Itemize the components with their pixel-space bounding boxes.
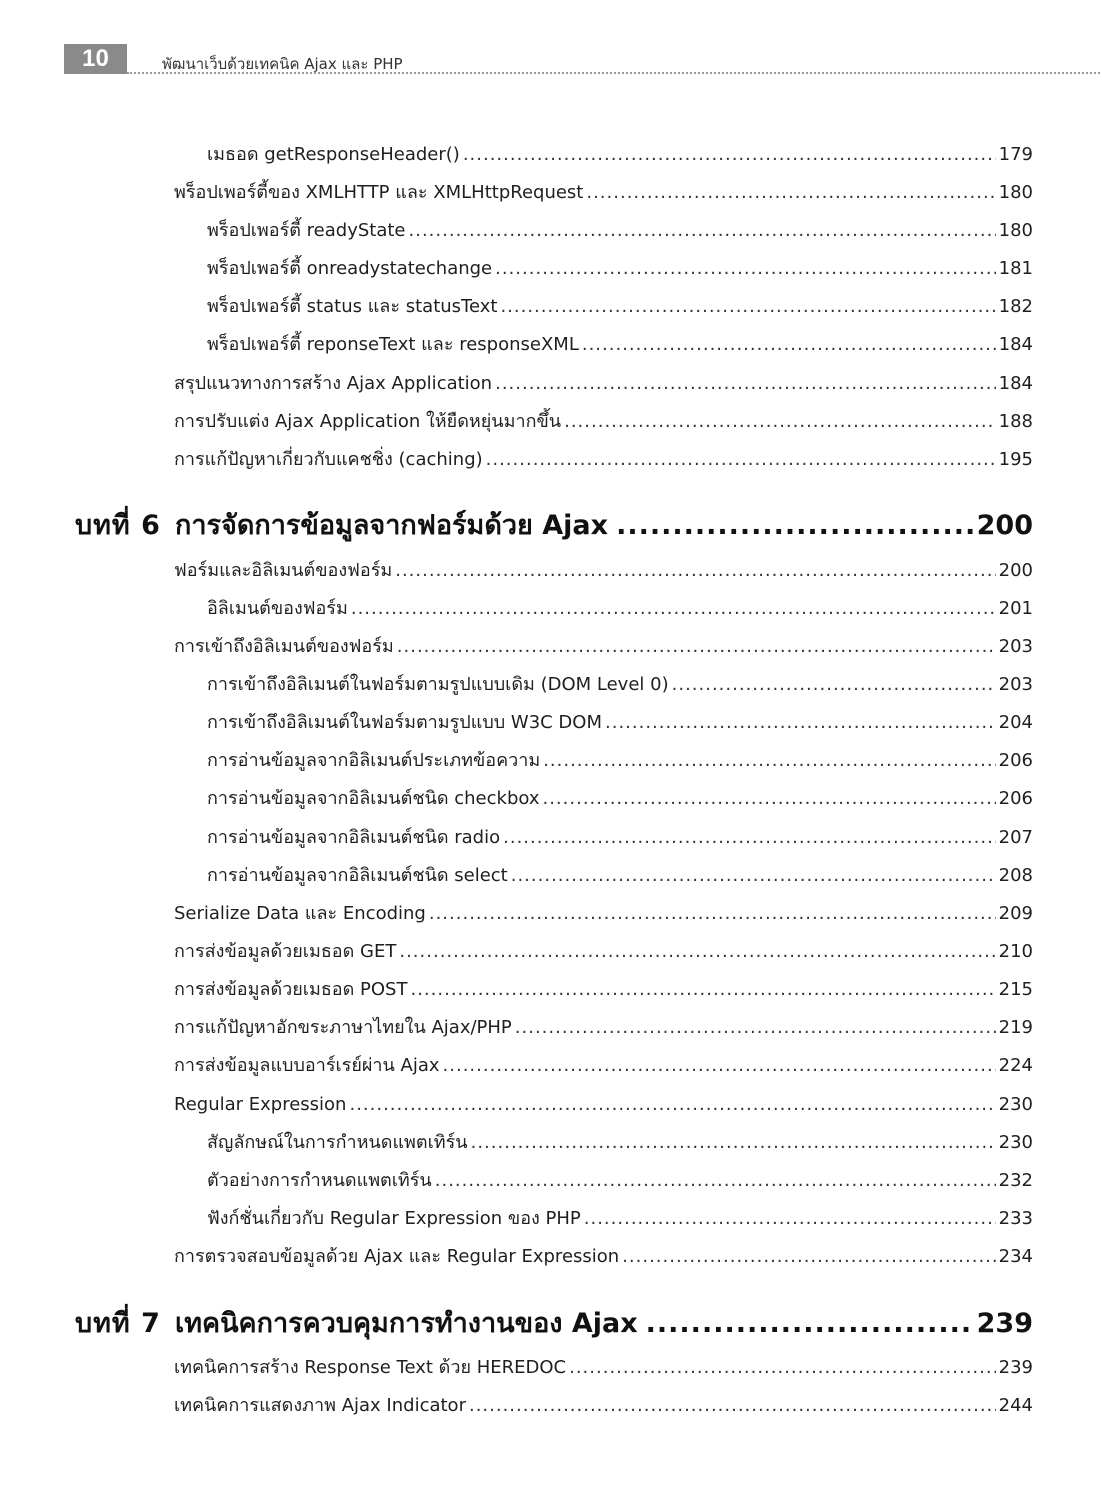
toc-entry-title: การเข้าถึงอิลิเมนต์ในฟอร์มตามรูปแบบเดิม (DOM Level 0) (207, 674, 669, 695)
dot-leader (564, 407, 996, 437)
toc-entry (207, 292, 1033, 322)
toc-entry-title: เทคนิคการแสดงภาพ Ajax Indicator (174, 1395, 466, 1416)
toc-entry-title: อิลิเมนต์ของฟอร์ม (207, 598, 348, 619)
toc-entry-title: ฟังก์ชั่นเกี่ยวกับ Regular Expression ของ PHP (207, 1208, 581, 1229)
toc-entry-title: การส่งข้อมูลแบบอาร์เรย์ผ่าน Ajax (174, 1055, 440, 1076)
toc-entry-title: การตรวจสอบข้อมูลด้วย Ajax และ Regular Expression (174, 1246, 620, 1267)
dot-leader (515, 1013, 996, 1043)
toc-entry-title: เมธอด getResponseHeader() (207, 144, 460, 165)
toc-entry (174, 1353, 1033, 1383)
toc-entry-page: 180 (998, 220, 1033, 241)
chapter-label: บทที่ 7 (75, 1308, 161, 1339)
dot-leader (511, 861, 996, 891)
toc-entry-page: 219 (998, 1017, 1033, 1038)
dot-leader (351, 594, 996, 624)
toc-entry-page: 206 (998, 750, 1033, 771)
toc-entry-page: 230 (998, 1094, 1033, 1115)
toc-entry (174, 556, 1033, 586)
toc-entry (207, 1128, 1033, 1158)
toc-entry-title: การปรับแต่ง Ajax Application ให้ยืดหยุ่นมากขึ้น (174, 411, 562, 432)
toc-entry-page: 188 (998, 411, 1033, 432)
book-title: พัฒนาเว็บด้วยเทคนิค Ajax และ PHP (162, 55, 403, 73)
dot-leader (349, 1090, 995, 1120)
toc-entry (207, 746, 1033, 776)
dot-leader (569, 1353, 996, 1383)
dot-leader (584, 1204, 996, 1234)
toc-entry (207, 1166, 1033, 1196)
toc-entry (174, 178, 1033, 208)
toc-entry (174, 369, 1033, 399)
toc-entry (174, 1051, 1033, 1081)
toc-entry (207, 708, 1033, 738)
dot-leader (409, 216, 996, 246)
dot-leader (542, 784, 995, 814)
dot-leader (397, 632, 996, 662)
toc-entry-page: 203 (998, 636, 1033, 657)
toc-entry-page: 234 (998, 1246, 1033, 1267)
chapter-page: 239 (976, 1308, 1033, 1339)
toc-entry-title: การอ่านข้อมูลจากอิลิเมนต์ประเภทข้อความ (207, 750, 541, 771)
toc-entry (207, 330, 1033, 360)
toc-entry (207, 1204, 1033, 1234)
dot-leader (429, 899, 996, 929)
toc-entry-title: ตัวอย่างการกำหนดแพตเทิร์น (207, 1170, 432, 1191)
toc-entry (174, 407, 1033, 437)
toc-entry-page: 184 (998, 373, 1033, 394)
toc-entry (174, 632, 1033, 662)
dot-leader (543, 746, 995, 776)
toc-entry (207, 254, 1033, 284)
chapter-heading (75, 505, 1033, 547)
toc-entry-page: 180 (998, 182, 1033, 203)
toc-entry-title: พร็อปเพอร์ตี้ onreadystatechange (207, 258, 493, 279)
chapter-heading (75, 1303, 1033, 1345)
toc-entry (174, 899, 1033, 929)
toc-entry-page: 207 (998, 827, 1033, 848)
dot-leader (605, 708, 996, 738)
toc-entry (207, 140, 1033, 170)
chapter-label: บทที่ 6 (75, 510, 161, 541)
dot-leader (486, 445, 996, 475)
toc-entry (207, 670, 1033, 700)
toc-entry-title: Serialize Data และ Encoding (174, 903, 426, 924)
toc-entry (207, 784, 1033, 814)
toc-entry (174, 445, 1033, 475)
dot-leader (586, 178, 995, 208)
page-number-badge: 10 (64, 44, 127, 74)
dot-leader (399, 937, 995, 967)
dot-leader (495, 254, 996, 284)
toc-entry (207, 594, 1033, 624)
dot-leader (622, 1242, 995, 1272)
toc-entry-title: สรุปแนวทางการสร้าง Ajax Application (174, 373, 493, 394)
dot-leader (443, 1051, 996, 1081)
toc-entry-page: 224 (998, 1055, 1033, 1076)
dot-leader (672, 670, 996, 700)
dot-leader (395, 556, 995, 586)
toc-entry (207, 861, 1033, 891)
toc-entry (174, 1391, 1033, 1421)
dot-leader (471, 1128, 996, 1158)
running-header (64, 44, 1102, 78)
toc-entry-page: 203 (998, 674, 1033, 695)
toc-entry-page: 215 (998, 979, 1033, 1000)
dot-leader (463, 140, 996, 170)
dot-leader (646, 1303, 973, 1345)
toc-entry-title: การอ่านข้อมูลจากอิลิเมนต์ชนิด radio (207, 827, 501, 848)
toc-entry-title: การแก้ปัญหาเกี่ยวกับแคชชิ่ง (caching) (174, 449, 483, 470)
toc-entry-page: 206 (998, 788, 1033, 809)
toc-entry-page: 195 (998, 449, 1033, 470)
header-dotted-rule (127, 72, 1102, 74)
toc-entry-title: พร็อปเพอร์ตี้ status และ statusText (207, 296, 498, 317)
toc-entry-page: 208 (998, 865, 1033, 886)
toc-entry (174, 1013, 1033, 1043)
chapter-title: การจัดการข้อมูลจากฟอร์มด้วย Ajax (175, 510, 609, 541)
toc-entry-title: การแก้ปัญหาอักขระภาษาไทยใน Ajax/PHP (174, 1017, 512, 1038)
toc-entry-title: การอ่านข้อมูลจากอิลิเมนต์ชนิด select (207, 865, 508, 886)
toc-entry-title: Regular Expression (174, 1094, 347, 1115)
chapter-page: 200 (976, 510, 1033, 541)
toc-entry (174, 1242, 1033, 1272)
chapter-title: เทคนิคการควบคุมการทำงานของ Ajax (175, 1308, 638, 1339)
toc-entry-page: 239 (998, 1357, 1033, 1378)
toc-entry-title: การเข้าถึงอิลิเมนต์ในฟอร์มตามรูปแบบ W3C DOM (207, 712, 602, 733)
dot-leader (469, 1391, 996, 1421)
toc-entry-page: 182 (998, 296, 1033, 317)
toc-entry (207, 216, 1033, 246)
toc-entry-title: เทคนิคการสร้าง Response Text ด้วย HEREDOC (174, 1357, 567, 1378)
toc-entry-title: พร็อปเพอร์ตี้ของ XMLHTTP และ XMLHttpRequest (174, 182, 584, 203)
toc-entry-page: 210 (998, 941, 1033, 962)
toc-entry-title: สัญลักษณ์ในการกำหนดแพตเทิร์น (207, 1132, 468, 1153)
toc-entry-page: 201 (998, 598, 1033, 619)
toc-entry-page: 184 (998, 334, 1033, 355)
toc-entry-page: 209 (998, 903, 1033, 924)
toc-entry (174, 975, 1033, 1005)
dot-leader (582, 330, 996, 360)
toc-entry-title: การส่งข้อมูลด้วยเมธอด POST (174, 979, 408, 1000)
toc-entry-title: พร็อปเพอร์ตี้ readyState (207, 220, 406, 241)
toc-entry-title: การส่งข้อมูลด้วยเมธอด GET (174, 941, 397, 962)
toc-entry (207, 823, 1033, 853)
dot-leader (410, 975, 995, 1005)
toc-entry-title: การเข้าถึงอิลิเมนต์ของฟอร์ม (174, 636, 394, 657)
toc-entry-page: 232 (998, 1170, 1033, 1191)
toc-entry-title: พร็อปเพอร์ตี้ reponseText และ responseXML (207, 334, 579, 355)
toc-entry-page: 204 (998, 712, 1033, 733)
dot-leader (500, 292, 995, 322)
dot-leader (616, 505, 973, 547)
toc-entry (174, 937, 1033, 967)
dot-leader (435, 1166, 996, 1196)
toc-entry-page: 200 (998, 560, 1033, 581)
toc-entry-title: ฟอร์มและอิลิเมนต์ของฟอร์ม (174, 560, 393, 581)
dot-leader (495, 369, 996, 399)
toc-entry-page: 179 (998, 144, 1033, 165)
toc-entry-page: 181 (998, 258, 1033, 279)
toc-entry (174, 1090, 1033, 1120)
toc-entry-page: 244 (998, 1395, 1033, 1416)
toc-entry-page: 233 (998, 1208, 1033, 1229)
toc-entry-page: 230 (998, 1132, 1033, 1153)
dot-leader (503, 823, 996, 853)
toc-entry-title: การอ่านข้อมูลจากอิลิเมนต์ชนิด checkbox (207, 788, 540, 809)
